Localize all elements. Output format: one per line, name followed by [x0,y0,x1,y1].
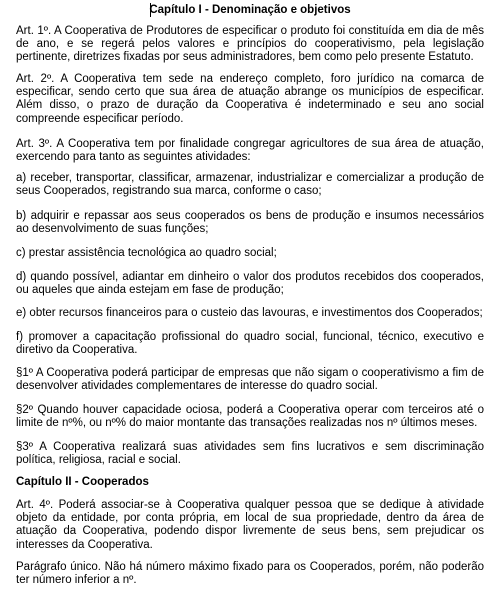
article-4[interactable]: Art. 4º. Poderá associar-se à Cooperativa qualquer pessoa que se dedique à atividade objeto da entidade, por conta própria, em local de sua propriedade, dentro da área de atuação da Cooperativa, podendo dispor livremente de seus bens, sem prejudicar os interesses da Cooperativa. [16,499,484,551]
sole-paragraph[interactable]: Parágrafo único. Não há número máximo fixado para os Cooperados, porém, não poderão ter número inferior a nº. [16,561,484,587]
chapter-1-heading: Capítulo I - Denominação e objetivos [149,4,351,16]
item-d[interactable]: d) quando possível, adiantar em dinheiro o valor dos produtos recebidos dos cooperados, ou aqueles que ainda estejam em fase de produção; [16,271,484,297]
item-a[interactable]: a) receber, transportar, classificar, armazenar, industrializar e comercializar a produção de seus Cooperados, registrando sua marca, conforme o caso; [16,172,484,198]
item-e[interactable]: e) obter recursos financeiros para o custeio das lavouras, e investimentos dos Cooperados; [16,307,483,319]
item-f[interactable]: f) promover a capacitação profissional do quadro social, funcional, técnico, executivo e diretivo da Cooperativa. [16,331,484,357]
article-2[interactable]: Art. 2º. A Cooperativa tem sede na endereço completo, foro jurídico na comarca de especificar, sendo certo que sua área de atuação abrange os municípios de especificar. Além disso, o prazo de duração da Cooperativa é indeterminado e seu ano social compreende especificar período. [16,73,484,125]
paragraph-2[interactable]: §2º Quando houver capacidade ociosa, poderá a Cooperativa operar com terceiros até o limite de nº%, ou nº% do maior montante das transações realizadas nos nº últimos meses. [16,404,484,430]
paragraph-1[interactable]: §1º A Cooperativa poderá participar de empresas que não sigam o cooperativismo a fim de desenvolver atividades complementares de interesse do quadro social. [16,367,484,393]
paragraph-3[interactable]: §3º A Cooperativa realizará suas atividades sem fins lucrativos e sem discriminação política, religiosa, racial e social. [16,441,484,467]
article-1[interactable]: Art. 1º. A Cooperativa de Produtores de especificar o produto foi constituída em dia de mês de ano, e se regerá pelos valores e princípios do cooperativismo, pela legislação pertinente, diretrizes fixadas por seus administradores, bem como pelo presente Estatuto. [16,25,484,64]
chapter-2-heading: Capítulo II - Cooperados [16,476,149,488]
item-c[interactable]: c) prestar assistência tecnológica ao quadro social; [16,247,277,259]
item-b[interactable]: b) adquirir e repassar aos seus cooperados os bens de produção e insumos necessários ao desenvolvimento de suas funções; [16,210,484,236]
article-3[interactable]: Art. 3º. A Cooperativa tem por finalidade congregar agricultores de sua área de atuação, exercendo para tanto as seguintes atividades: [16,138,484,164]
